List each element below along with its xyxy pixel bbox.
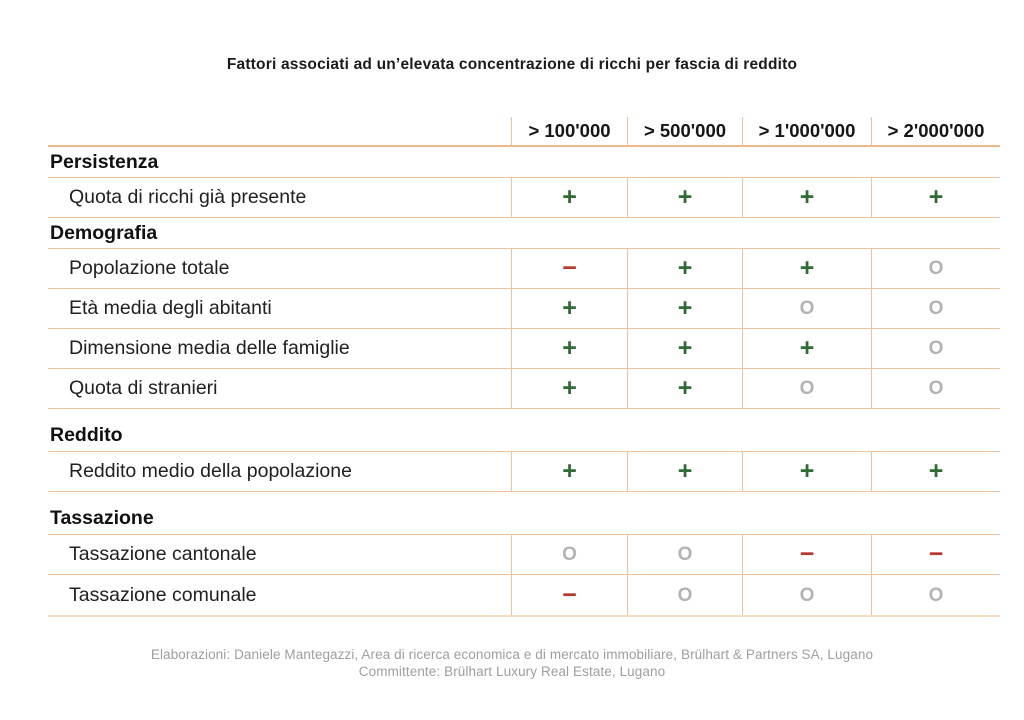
section-header-label: Demografia [50,221,158,244]
minus-symbol: − [799,540,815,568]
symbol-cell [627,535,742,574]
neutral-symbol: O [562,544,577,565]
symbol-cell [871,369,1000,408]
plus-symbol: + [677,457,693,485]
column-header-1000000: > 1'000'000 [742,117,871,145]
column-header-100000: > 100'000 [511,117,627,145]
neutral-symbol: O [928,584,944,606]
row-label: Quota di stranieri [69,377,218,399]
figure-title: Fattori associati ad un’elevata concentrazione di ricchi per fascia di reddito [226,56,798,73]
plus-symbol: + [928,457,944,485]
section-row [48,218,1000,249]
symbol-cell [627,452,742,491]
symbol-cell [627,249,742,288]
plus-symbol: + [677,374,693,402]
table-body [48,147,1000,617]
symbol-cell [511,575,627,615]
table-row [48,178,1000,218]
neutral-symbol: O [799,584,815,606]
neutral-symbol: O [799,298,815,319]
plus-symbol: + [799,457,815,485]
symbol-cell [871,452,1000,491]
symbol-cell [742,178,871,217]
plus-symbol: + [562,457,577,485]
section-row [48,492,1000,535]
neutral-symbol: O [677,584,693,606]
symbol-cell [871,289,1000,328]
row-label: Dimensione media delle famiglie [69,337,350,359]
column-header-2000000: > 2'000'000 [871,117,1000,145]
symbol-cell [742,452,871,491]
row-label: Quota di ricchi già presente [69,186,307,208]
symbol-cell [511,178,627,217]
plus-symbol: + [562,183,577,211]
symbol-cell [511,369,627,408]
symbol-cell [511,535,627,574]
plus-symbol: + [677,334,693,362]
neutral-symbol: O [928,298,944,319]
section-header-label: Persistenza [50,150,159,173]
symbol-cell [627,369,742,408]
neutral-symbol: O [928,378,944,399]
symbol-cell [742,369,871,408]
source-line-committente: Committente: Brülhart Luxury Real Estate, Lugano [358,664,666,679]
plus-symbol: + [562,294,577,322]
table-row [48,329,1000,369]
row-label: Reddito medio della popolazione [69,460,352,482]
source-note [0,646,1024,680]
table-row [48,369,1000,409]
plus-symbol: + [799,334,815,362]
minus-symbol: − [562,254,577,282]
symbol-cell [742,535,871,574]
row-label: Tassazione cantonale [69,543,257,565]
symbol-cell [511,249,627,288]
section-row [48,409,1000,452]
row-label: Tassazione comunale [69,583,257,606]
neutral-symbol: O [928,338,944,359]
section-row [48,147,1000,178]
table-row [48,452,1000,492]
symbol-cell [627,289,742,328]
section-header-label: Tassazione [50,507,154,529]
section-header-label: Reddito [50,424,123,446]
factors-table [48,117,1000,617]
table-row [48,575,1000,617]
symbol-cell [511,329,627,368]
plus-symbol: + [677,294,693,322]
plus-symbol: + [562,374,577,402]
symbol-cell [871,249,1000,288]
plus-symbol: + [928,183,944,211]
plus-symbol: + [799,183,815,211]
symbol-cell [627,575,742,615]
plus-symbol: + [562,334,577,362]
header-spacer-cell [48,117,511,145]
table-row [48,289,1000,329]
plus-symbol: + [799,254,815,282]
neutral-symbol: O [928,258,944,279]
symbol-cell [871,535,1000,574]
symbol-cell [511,289,627,328]
row-label: Popolazione totale [69,257,230,279]
source-line-elaborazioni: Elaborazioni: Daniele Mantegazzi, Area di ricerca economica e di mercato immobiliare, Brülhart & Partners SA, Lugano [150,647,874,662]
symbol-cell [742,249,871,288]
symbol-cell [627,329,742,368]
symbol-cell [742,289,871,328]
symbol-cell [871,575,1000,615]
symbol-cell [742,575,871,615]
table-row [48,249,1000,289]
row-label: Età media degli abitanti [69,297,272,319]
minus-symbol: − [928,540,944,568]
symbol-cell [511,452,627,491]
symbol-cell [871,178,1000,217]
symbol-cell [871,329,1000,368]
minus-symbol: − [562,580,577,609]
neutral-symbol: O [677,544,693,565]
column-header-500000: > 500'000 [627,117,742,145]
neutral-symbol: O [799,378,815,399]
table-header-row [48,117,1000,147]
plus-symbol: + [677,254,693,282]
symbol-cell [742,329,871,368]
symbol-cell [627,178,742,217]
table-row [48,535,1000,575]
plus-symbol: + [677,183,693,211]
